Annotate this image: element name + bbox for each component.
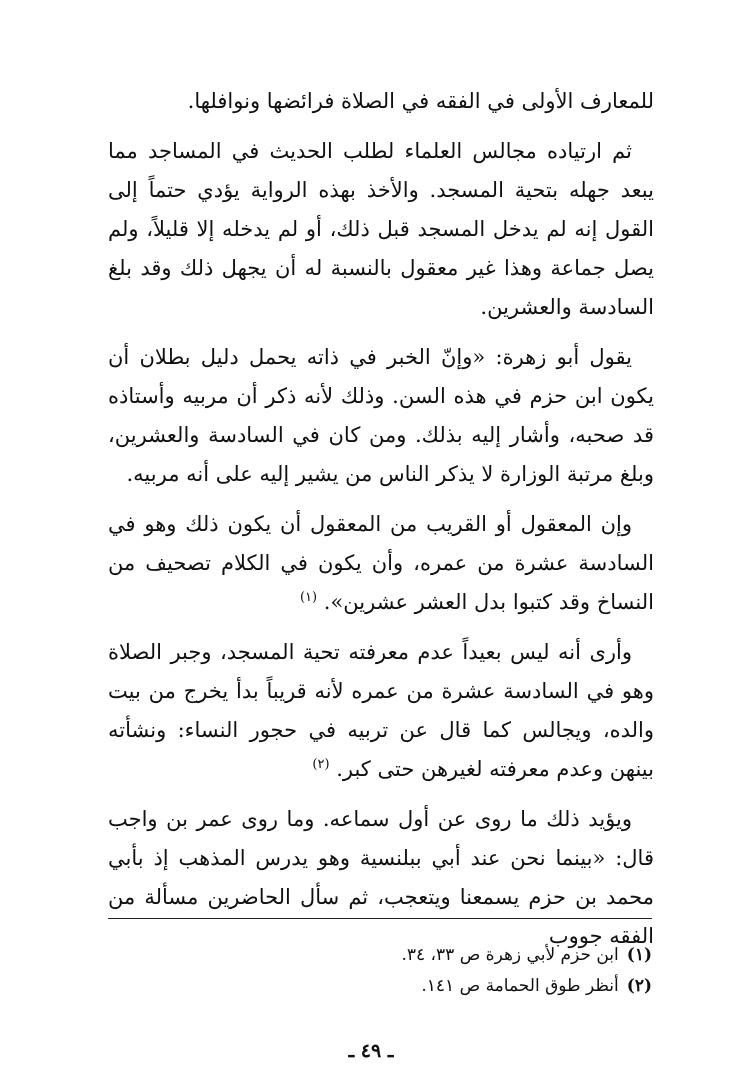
footnote-ref-1[interactable]: (١): [299, 590, 318, 605]
footnote-divider: [108, 918, 652, 919]
paragraph-3: [108, 338, 654, 494]
paragraph-4-text: وإن المعقول أو القريب من المعقول أن يكون ذلك وهو في السادسة عشرة من عمره، وأن يكون في الكلام تصحيف من النساخ وقد كتبوا بدل العشر عشرين».: [108, 512, 654, 614]
footnotes: [300, 940, 652, 1002]
paragraph-5: [108, 633, 654, 789]
paragraph-2: [108, 132, 654, 327]
footnote-ref-2[interactable]: (٢): [312, 757, 330, 772]
page-number: ـ ٤٩ ـ: [348, 1040, 394, 1062]
footnote-1-number: (١): [626, 945, 652, 965]
footnote-1: [300, 940, 652, 971]
paragraph-6-text: ويؤيد ذلك ما روى عن أول سماعه. وما روى عمر بن واجب قال: «بينما نحن عند أبي ببلنسية وهو يدرس المذهب إذ بأبي محمد بن حزم يسمعنا ويتعجب، ثم سأل الحاضرين مسألة من الفقه جووب: [108, 807, 654, 948]
footnote-2: [300, 971, 652, 1002]
main-text: [108, 82, 654, 962]
paragraph-6: [108, 800, 654, 956]
paragraph-5-text: وأرى أنه ليس بعيداً عدم معرفته تحية المسجد، وجبر الصلاة وهو في السادسة عشرة من عمره لأنه قريباً بدأ يخرج من بيت والده، ويجالس كما قال عن تربيه في حجور النساء: ونشأته بينهن وعدم معرفته لغيرهن حتى كبر.: [108, 640, 654, 781]
paragraph-1: [108, 82, 654, 121]
paragraph-4: [108, 505, 654, 622]
footnote-1-text: ابن حزم لأبي زهرة ص ٣٣، ٣٤.: [401, 945, 619, 965]
paragraph-2-text: ثم ارتياده مجالس العلماء لطلب الحديث في المساجد مما يبعد جهله بتحية المسجد. والأخذ بهذه الرواية يؤدي حتماً إلى القول إنه لم يدخل المسجد قبل ذلك، أو لم يدخله إلا قليلاً، ولم يصل جماعة وهذا غير معقول بالنسبة له أن يجهل ذلك وقد بلغ السادسة والعشرين.: [108, 139, 654, 319]
paragraph-3-text: يقول أبو زهرة: «وإنّ الخبر في ذاته يحمل دليل بطلان أن يكون ابن حزم في هذه السن. وذلك لأنه ذكر أن مربيه وأستاذه قد صحبه، وأشار إليه بذلك. ومن كان في السادسة والعشرين، وبلغ مرتبة الوزارة لا يذكر الناس من يشير إليه على أنه مربيه.: [108, 345, 654, 486]
footnote-2-number: (٢): [626, 976, 652, 996]
footnote-2-text: أنظر طوق الحمامة ص ١٤١.: [421, 976, 619, 996]
paragraph-1-text: للمعارف الأولى في الفقه في الصلاة فرائضها ونوافلها.: [187, 89, 654, 113]
